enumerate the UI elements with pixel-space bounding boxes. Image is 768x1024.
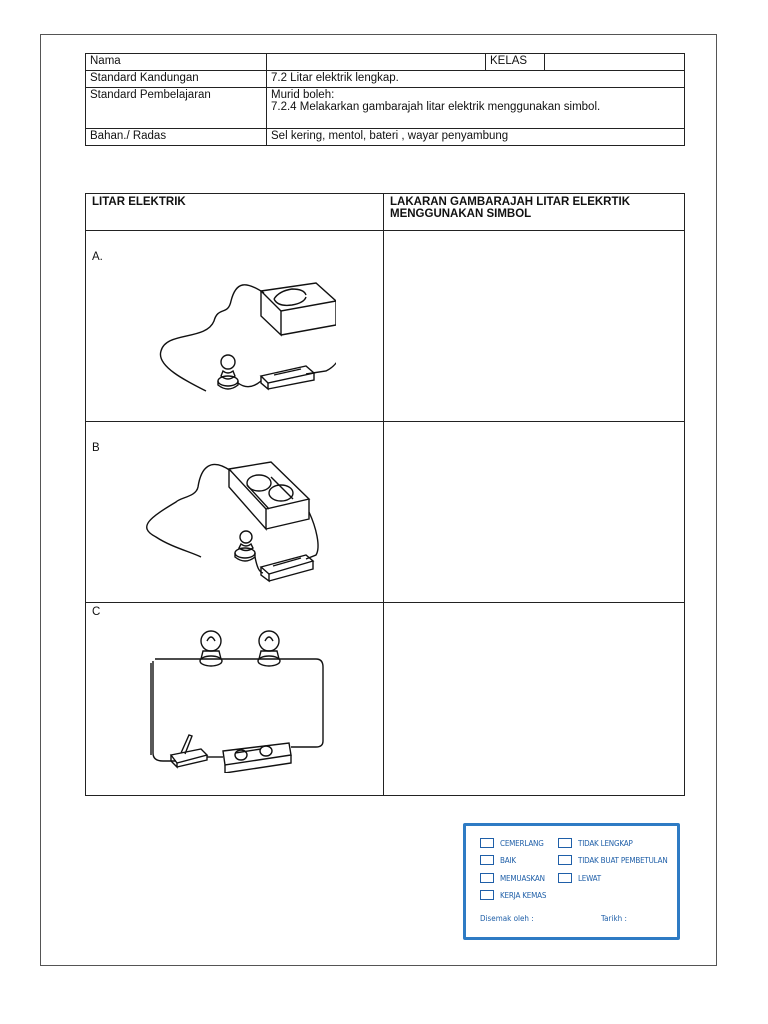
option-cemerlang-label: CEMERLANG — [500, 838, 544, 848]
standard-pembelajaran-line1: Murid boleh: — [271, 89, 335, 101]
checked-by-label: Disemak oleh : — [480, 914, 534, 923]
option-tidak-buat-pembetulan-label: TIDAK BUAT PEMBETULAN — [578, 855, 668, 865]
standard-kandungan-label: Standard Kandungan — [86, 71, 267, 88]
circuit-c-illustration — [141, 623, 331, 773]
sketch-answer-a[interactable] — [384, 231, 685, 422]
class-field[interactable] — [545, 54, 685, 71]
standard-pembelajaran-value — [267, 88, 685, 129]
option-memuaskan-label: MEMUASKAN — [500, 873, 545, 883]
name-label: Nama — [86, 54, 267, 71]
checkbox-icon[interactable] — [480, 873, 494, 883]
info-table — [85, 53, 685, 146]
option-tidak-buat-pembetulan[interactable] — [558, 855, 668, 865]
circuit-table — [85, 193, 685, 796]
circuit-cell-b — [86, 422, 384, 603]
option-lewat-label: LEWAT — [578, 873, 601, 883]
circuit-cell-c — [86, 603, 384, 796]
standard-pembelajaran-line2: 7.2.4 Melakarkan gambarajah litar elektrik menggunakan simbol. — [271, 101, 601, 113]
checkbox-icon[interactable] — [480, 855, 494, 865]
checkbox-icon[interactable] — [480, 890, 494, 900]
lakaran-header — [384, 194, 685, 231]
checkbox-icon[interactable] — [558, 873, 572, 883]
litar-elektrik-header: LITAR ELEKTRIK — [86, 194, 384, 231]
checkbox-icon[interactable] — [558, 855, 572, 865]
sketch-answer-b[interactable] — [384, 422, 685, 603]
name-field[interactable] — [267, 54, 486, 71]
option-cemerlang[interactable] — [480, 838, 544, 848]
standard-kandungan-value: 7.2 Litar elektrik lengkap. — [267, 71, 685, 88]
lakaran-header-line1: LAKARAN GAMBARAJAH LITAR ELEKRTIK — [390, 196, 630, 208]
option-kerja-kemas-label: KERJA KEMAS — [500, 890, 547, 900]
date-label: Tarikh : — [601, 914, 627, 923]
circuit-a-illustration — [146, 261, 336, 401]
row-label-a: A. — [92, 251, 103, 263]
circuit-cell-a — [86, 231, 384, 422]
option-tidak-lengkap[interactable] — [558, 838, 633, 848]
checkbox-icon[interactable] — [480, 838, 494, 848]
option-kerja-kemas[interactable] — [480, 890, 546, 900]
checkbox-icon[interactable] — [558, 838, 572, 848]
bahan-value: Sel kering, mentol, bateri , wayar penyambung — [267, 129, 685, 146]
class-label: KELAS — [486, 54, 545, 71]
circuit-b-illustration — [141, 457, 371, 587]
sketch-answer-c[interactable] — [384, 603, 685, 796]
row-label-c: C — [92, 606, 101, 618]
option-memuaskan[interactable] — [480, 873, 545, 883]
option-baik-label: BAIK — [500, 855, 516, 865]
option-tidak-lengkap-label: TIDAK LENGKAP — [578, 838, 633, 848]
row-label-b: B — [92, 442, 100, 454]
option-lewat[interactable] — [558, 873, 601, 883]
bahan-label: Bahan./ Radas — [86, 129, 267, 146]
lakaran-header-line2: MENGGUNAKAN SIMBOL — [390, 208, 532, 220]
assessment-stamp — [463, 823, 680, 940]
option-baik[interactable] — [480, 855, 516, 865]
standard-pembelajaran-label: Standard Pembelajaran — [86, 88, 267, 129]
